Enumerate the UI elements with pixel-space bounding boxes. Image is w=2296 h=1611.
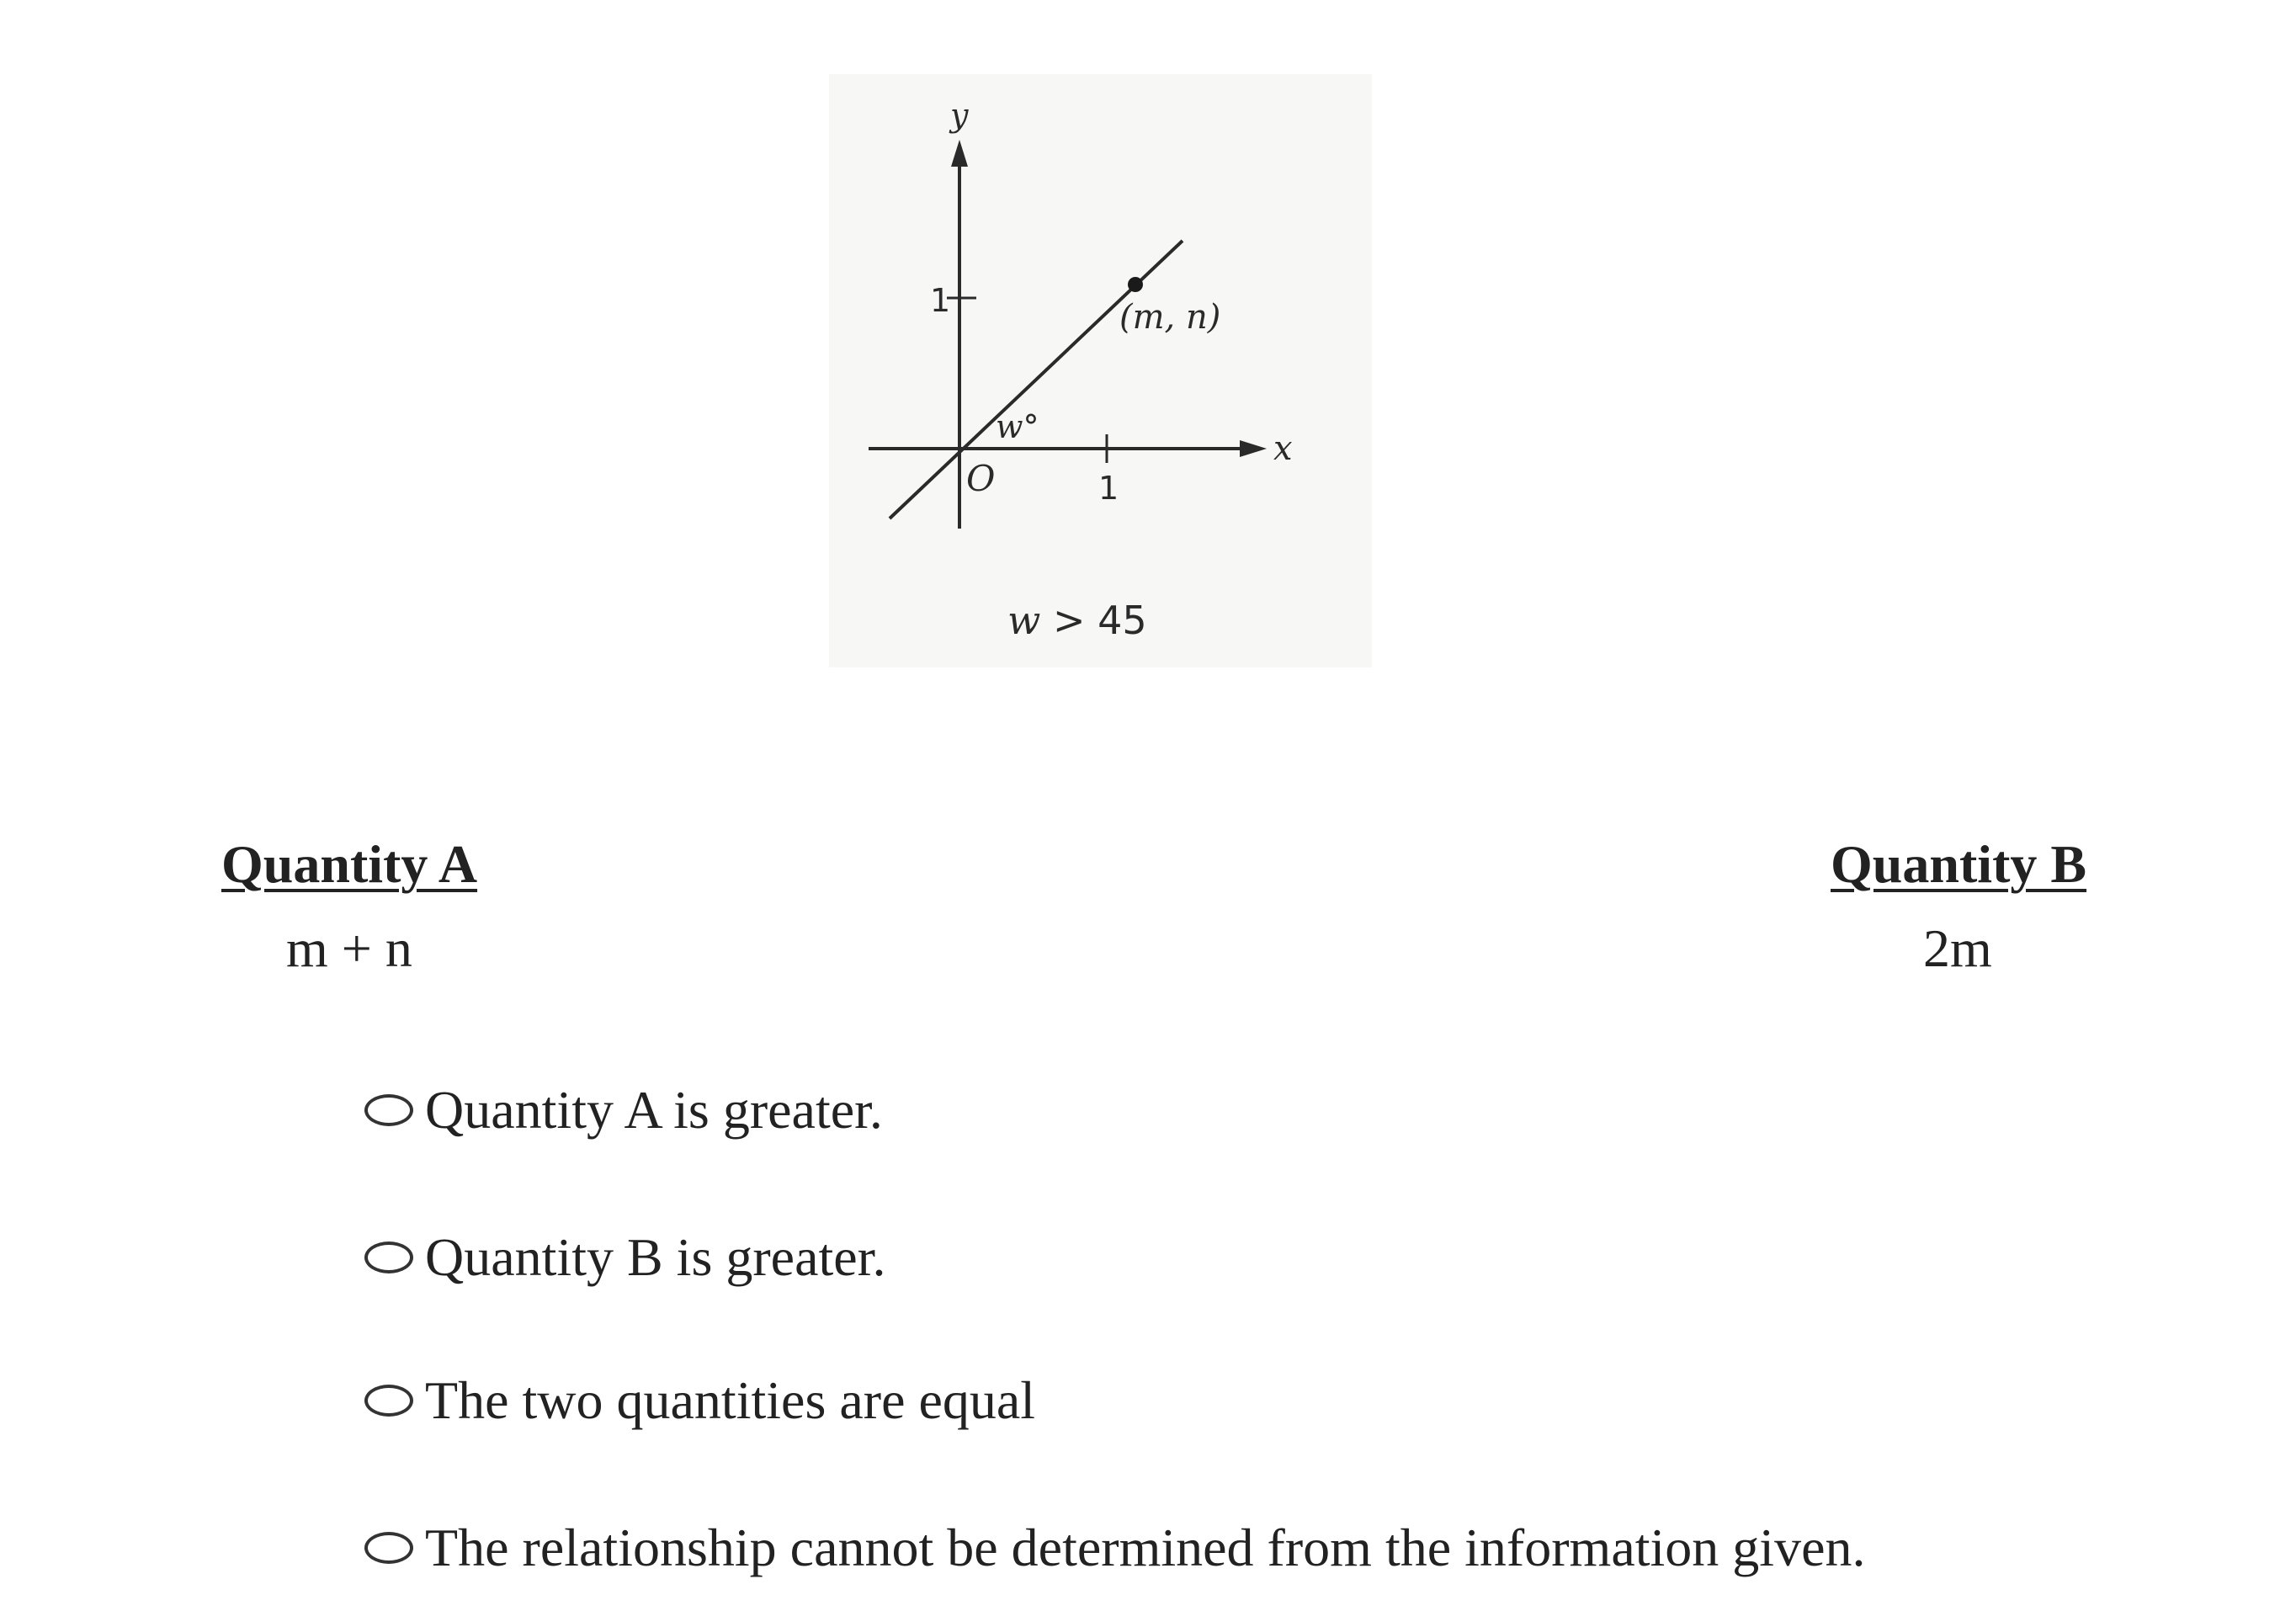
tick-y-label: 1 — [930, 282, 951, 319]
axis-y-label: y — [950, 97, 969, 134]
answer-option-cannot-determine[interactable] — [364, 1513, 1865, 1583]
coordinate-figure — [829, 74, 1372, 667]
y-axis-arrowhead — [951, 140, 968, 167]
option-label: The two quantities are equal — [425, 1370, 1036, 1430]
condition-text: w > 45 — [1007, 598, 1147, 643]
angle-label: w° — [996, 408, 1039, 445]
option-label: Quantity A is greater. — [425, 1080, 883, 1140]
radio-button[interactable] — [364, 1094, 413, 1126]
answer-option-a-greater[interactable] — [364, 1075, 883, 1146]
answer-option-equal[interactable] — [364, 1365, 1035, 1436]
x-axis-arrowhead — [1240, 440, 1267, 457]
radio-button[interactable] — [364, 1385, 413, 1417]
option-label: Quantity B is greater. — [425, 1227, 886, 1287]
tick-x-label: 1 — [1098, 470, 1119, 507]
quantity-b-heading: Quantity B — [1831, 834, 2087, 894]
point-label: (m, n) — [1119, 298, 1221, 337]
quantity-a-value: m + n — [286, 918, 412, 978]
option-label: The relationship cannot be determined from the information given. — [425, 1518, 1866, 1577]
answer-option-b-greater[interactable] — [364, 1222, 885, 1293]
quantity-a-heading: Quantity A — [221, 834, 478, 894]
point-m-n — [1128, 277, 1143, 292]
origin-label: O — [966, 458, 996, 499]
radio-button[interactable] — [364, 1532, 413, 1564]
axis-x-label: x — [1273, 429, 1293, 468]
coordinate-plane-svg — [829, 74, 1372, 667]
radio-button[interactable] — [364, 1241, 413, 1273]
quantity-b-value: 2m — [1923, 918, 1992, 978]
